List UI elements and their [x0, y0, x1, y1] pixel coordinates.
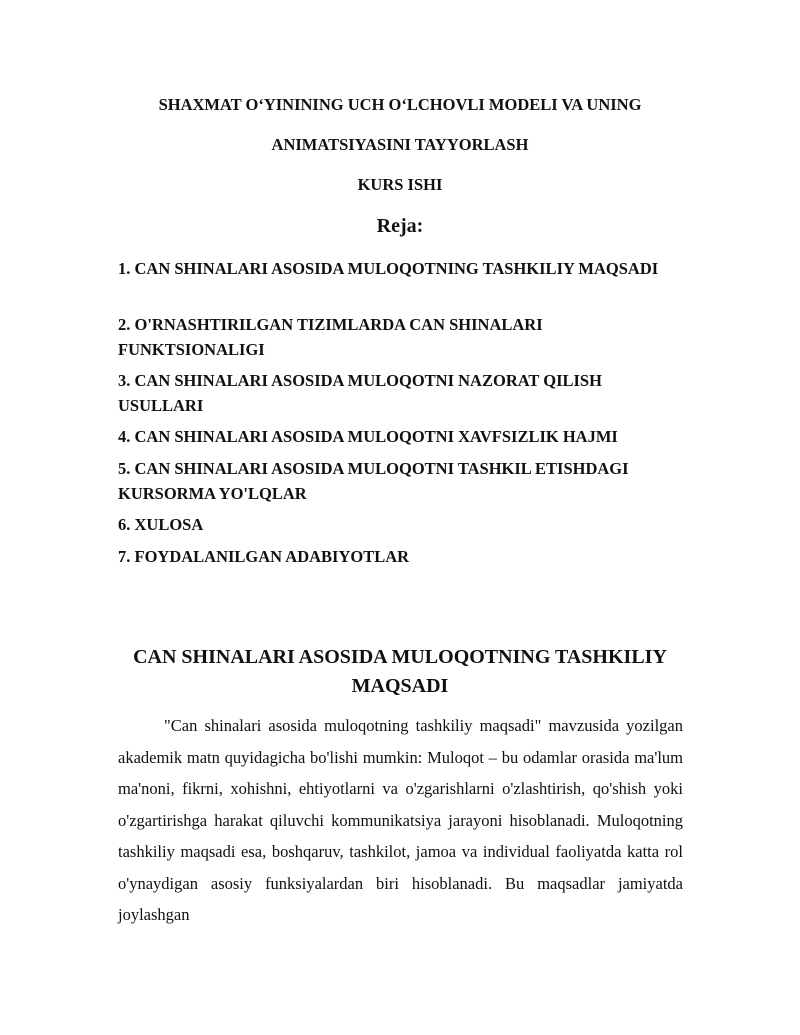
- plan-item-5: 5. CAN SHINALARI ASOSIDA MULOQOTNI TASHKIL ETISHDAGI KURSORMA YO'LQLAR: [118, 459, 629, 503]
- section-paragraph: "Can shinalari asosida muloqotning tashkiliy maqsadi" mavzusida yozilgan akademik matn quyidagicha bo'lishi mumkin: Muloqot – bu odamlar orasida ma'lum ma'noni, fikrni, xohishni, ehtiyotlarni va o'zgarishlarni o'zlashtirish, qo'shish yoki o'zgartirishga harakat qiluvchi kommunikatsiya jarayoni hisoblanadi. Muloqotning tashkiliy maqsadi esa, boshqaruv, tashkilot, jamoa va individual faoliyatda katta rol o'ynaydigan asosiy funksiyalardan biri hisoblanadi. Bu maqsadlar jamiyatda joylashgan: [118, 716, 683, 924]
- document-title-line-3: KURS ISHI: [357, 175, 443, 194]
- plan-heading: Reja:: [376, 215, 424, 237]
- document-title-line-1: SHAXMAT O‘YININING UCH O‘LCHOVLI MODELI VA UNING: [158, 95, 642, 114]
- plan-item-7: 7. FOYDALANILGAN ADABIYOTLAR: [118, 547, 410, 566]
- document-title-line-2: ANIMATSIYASINI TAYYORLASH: [271, 135, 529, 154]
- plan-item-4: 4. CAN SHINALARI ASOSIDA MULOQOTNI XAVFSIZLIK HAJMI: [118, 427, 618, 446]
- plan-item-1: 1. CAN SHINALARI ASOSIDA MULOQOTNING TASHKILIY MAQSADI: [118, 259, 659, 278]
- section-heading: CAN SHINALARI ASOSIDA MULOQOTNING TASHKILIY MAQSADI: [133, 646, 667, 697]
- plan-item-2: 2. O'RNASHTIRILGAN TIZIMLARDA CAN SHINALARI FUNKTSIONALIGI: [118, 315, 543, 359]
- plan-item-6: 6. XULOSA: [118, 515, 204, 534]
- plan-item-3: 3. CAN SHINALARI ASOSIDA MULOQOTNI NAZORAT QILISH USULLARI: [118, 371, 602, 415]
